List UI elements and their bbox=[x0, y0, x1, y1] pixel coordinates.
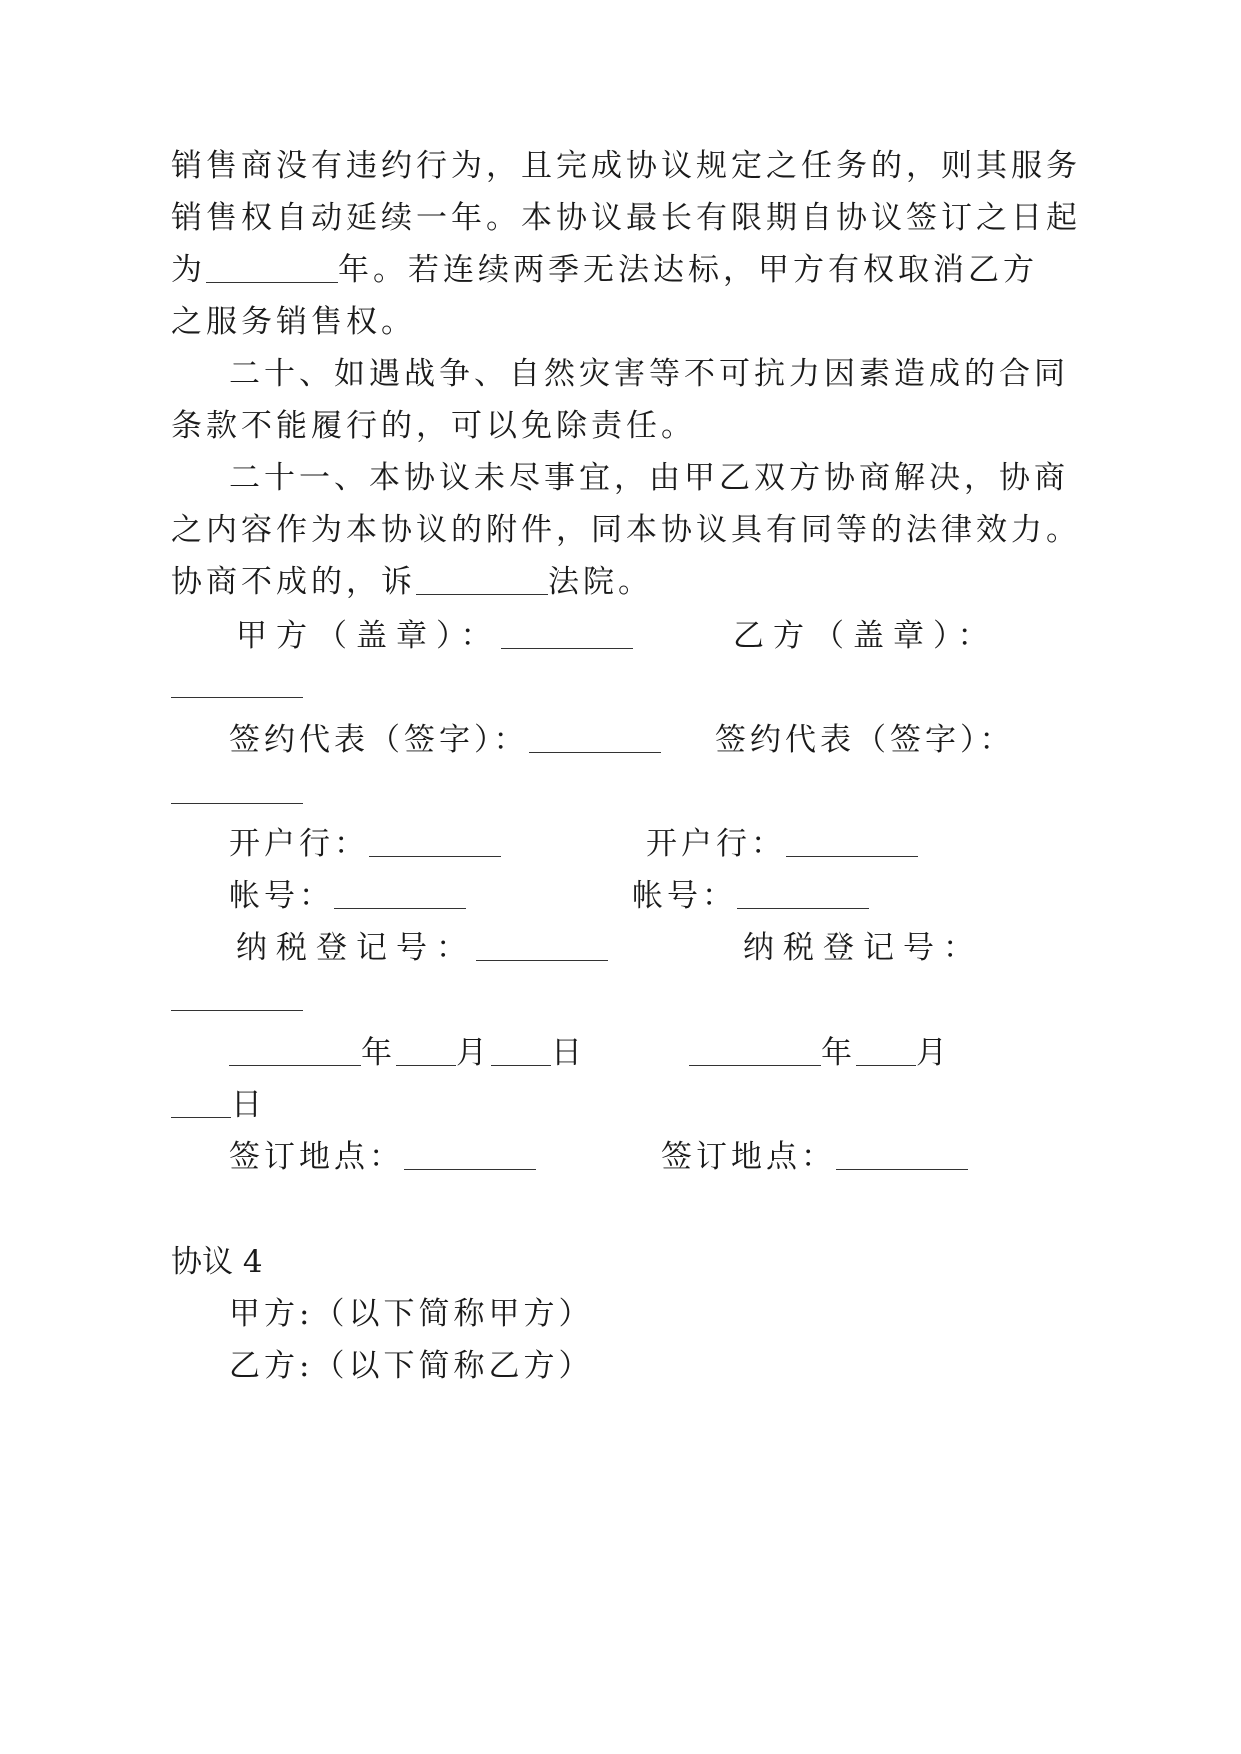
paragraph-text: 法院。 bbox=[548, 564, 653, 600]
fill-blank bbox=[171, 1010, 303, 1011]
fill-blank bbox=[369, 856, 501, 857]
fill-blank bbox=[501, 648, 633, 649]
date-unit: 月 bbox=[916, 1035, 951, 1071]
fill-blank bbox=[404, 1169, 536, 1170]
fill-blank bbox=[171, 1117, 231, 1118]
fill-blank bbox=[396, 1065, 456, 1066]
bank-a-line bbox=[229, 824, 501, 864]
paragraph-line: 之内容作为本协议的附件，同本协议具有同等的法律效力。 bbox=[171, 512, 1081, 548]
fill-blank bbox=[689, 1065, 821, 1066]
account-a-line bbox=[229, 876, 466, 916]
field-label: 帐号： bbox=[632, 878, 737, 914]
fill-blank bbox=[229, 1065, 361, 1066]
date-unit: 日 bbox=[551, 1035, 586, 1071]
paragraph-line: 二十一、本协议未尽事宜，由甲乙双方协商解决，协商 bbox=[229, 460, 1069, 496]
paragraph-text: 为 bbox=[171, 252, 206, 288]
date-a-line bbox=[229, 1033, 586, 1073]
paragraph-line bbox=[171, 562, 653, 602]
field-label: 甲方（盖章）： bbox=[236, 618, 501, 654]
fill-blank bbox=[334, 908, 466, 909]
account-b-line bbox=[632, 876, 869, 916]
paragraph-line: 销售权自动延续一年。本协议最长有限期自协议签订之日起 bbox=[171, 200, 1081, 236]
rep-a-line bbox=[229, 720, 661, 760]
paragraph-line: 条款不能履行的，可以免除责任。 bbox=[171, 408, 696, 444]
fill-blank bbox=[856, 1065, 916, 1066]
date-b-continuation bbox=[171, 1085, 266, 1125]
place-b-line bbox=[661, 1137, 968, 1177]
date-unit: 月 bbox=[456, 1035, 491, 1071]
paragraph-line: 销售商没有违约行为，且完成协议规定之任务的，则其服务 bbox=[171, 148, 1081, 184]
party-a-seal-line bbox=[236, 616, 633, 656]
fill-blank bbox=[171, 697, 303, 698]
field-label: 纳税登记号： bbox=[236, 930, 476, 966]
field-label: 帐号： bbox=[229, 878, 334, 914]
fill-blank bbox=[171, 803, 303, 804]
bank-b-line bbox=[646, 824, 918, 864]
field-label: 签订地点： bbox=[661, 1139, 836, 1175]
place-a-line bbox=[229, 1137, 536, 1177]
tax-b-line: 纳税登记号： bbox=[743, 930, 983, 966]
rep-b-line: 签约代表（签字）： bbox=[715, 722, 1015, 758]
date-unit: 年 bbox=[361, 1035, 396, 1071]
field-label: 签约代表（签字）： bbox=[229, 722, 529, 758]
fill-blank bbox=[491, 1065, 551, 1066]
date-b-line bbox=[689, 1033, 951, 1073]
tax-a-line bbox=[236, 928, 608, 968]
fill-blank bbox=[206, 282, 338, 283]
paragraph-line: 二十、如遇战争、自然灾害等不可抗力因素造成的合同 bbox=[229, 356, 1069, 392]
paragraph-text: 年。若连续两季无法达标，甲方有权取消乙方 bbox=[338, 252, 1038, 288]
fill-blank bbox=[476, 960, 608, 961]
party-a-line: 甲方:（以下简称甲方） bbox=[229, 1296, 594, 1332]
fill-blank bbox=[416, 594, 548, 595]
field-label: 签订地点： bbox=[229, 1139, 404, 1175]
fill-blank bbox=[836, 1169, 968, 1170]
fill-blank bbox=[737, 908, 869, 909]
party-b-seal-line: 乙方（盖章）： bbox=[733, 618, 998, 654]
fill-blank bbox=[786, 856, 918, 857]
date-unit: 年 bbox=[821, 1035, 856, 1071]
paragraph-text: 协商不成的，诉 bbox=[171, 564, 416, 600]
section-title: 协议 4 bbox=[171, 1244, 263, 1280]
field-label: 开户行： bbox=[646, 826, 786, 862]
date-unit: 日 bbox=[231, 1087, 266, 1123]
party-b-line: 乙方:（以下简称乙方） bbox=[229, 1348, 594, 1384]
paragraph-line: 之服务销售权。 bbox=[171, 304, 416, 340]
fill-blank bbox=[529, 752, 661, 753]
field-label: 开户行： bbox=[229, 826, 369, 862]
paragraph-line bbox=[171, 250, 1038, 290]
